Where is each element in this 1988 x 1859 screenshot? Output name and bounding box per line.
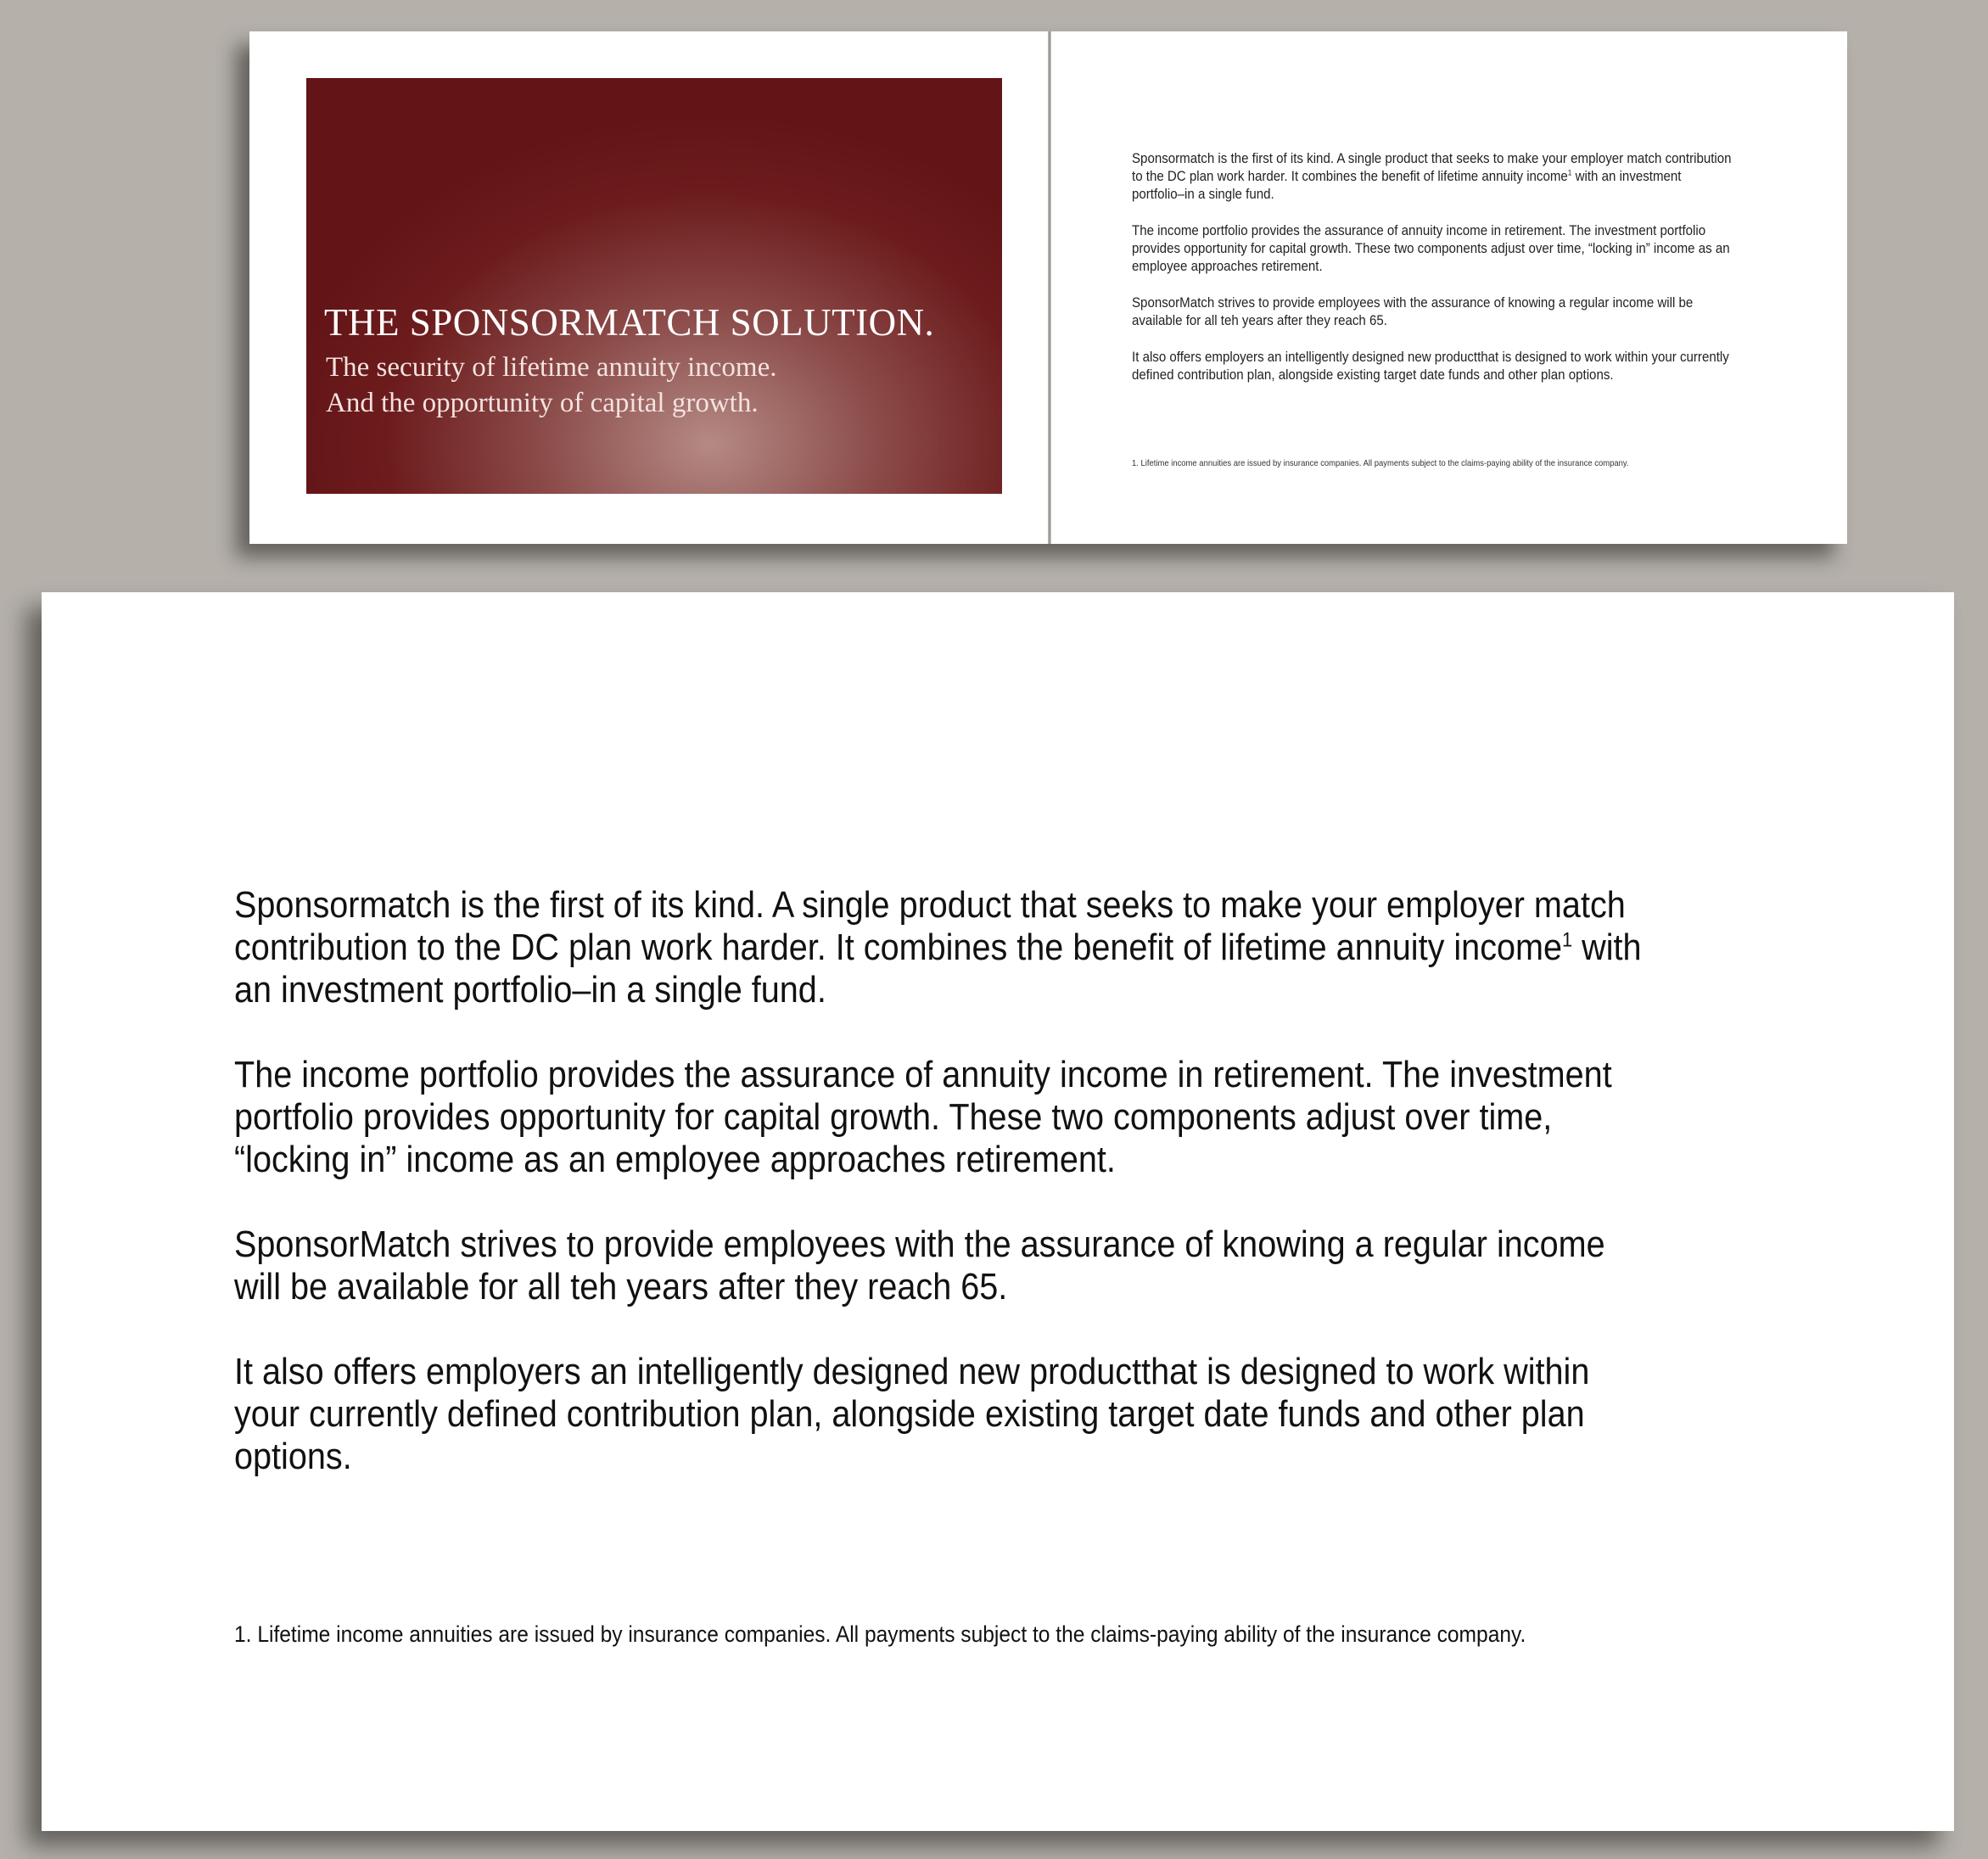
paragraph-3: SponsorMatch strives to provide employees with the assurance of knowing a regular income will be available for all teh years after they reach 65. (234, 1223, 1605, 1307)
cover-title: THE SPONSORMATCH SOLUTION. (324, 301, 935, 344)
footnote: 1. Lifetime income annuities are issued by insurance companies. All payments subject to the claims-paying ability of the insurance company. (234, 1621, 1526, 1647)
paragraph-2: The income portfolio provides the assurance of annuity income in retirement. The investment portfolio provides opportunity for capital growth. These two components adjust over time, “locking in” income as an employee approaches retirement. (234, 1054, 1612, 1180)
paragraph-4: It also offers employers an intelligently designed new productthat is designed to work within your currently defined contribution plan, alongside existing target date funds and other plan options. (234, 1351, 1590, 1477)
enlarged-page-text (234, 884, 1761, 1520)
brochure-spread (249, 31, 1847, 544)
small-paragraph-1: Sponsormatch is the first of its kind. A single product that seeks to make your employer match contribution to the DC plan work harder. It combines the benefit of lifetime annuity income$^1$ with an investment portfolio–in a single fund. (1132, 151, 1732, 202)
right-page-text (1132, 150, 1777, 403)
cover-subtitle-line-1: The security of lifetime annuity income. (326, 352, 777, 383)
small-paragraph-4: It also offers employers an intelligently designed new productthat is designed to work within your currently defined contribution plan, alongside existing target date funds and other plan options. (1132, 350, 1729, 383)
page-fold (1048, 31, 1051, 544)
small-paragraph-3: SponsorMatch strives to provide employees with the assurance of knowing a regular income will be available for all teh years after they reach 65. (1132, 295, 1694, 328)
small-paragraph-2: The income portfolio provides the assurance of annuity income in retirement. The investment portfolio provides opportunity for capital growth. These two components adjust over time, “locking in” income as an employee approaches retirement. (1132, 223, 1730, 274)
cover-subtitle-line-2: And the opportunity of capital growth. (326, 388, 759, 418)
cover-subtitle (326, 350, 777, 421)
cover-panel (306, 78, 1002, 494)
paragraph-1: Sponsormatch is the first of its kind. A single product that seeks to make your employer match contribution to the DC plan work harder. It combines the benefit of lifetime annuity income$^1$ with an investment portfolio–in a single fund. (234, 884, 1642, 1011)
small-footnote: 1. Lifetime income annuities are issued by insurance companies. All payments subject to the claims-paying ability of the insurance company. (1132, 458, 1629, 468)
enlarged-page (42, 592, 1954, 1831)
